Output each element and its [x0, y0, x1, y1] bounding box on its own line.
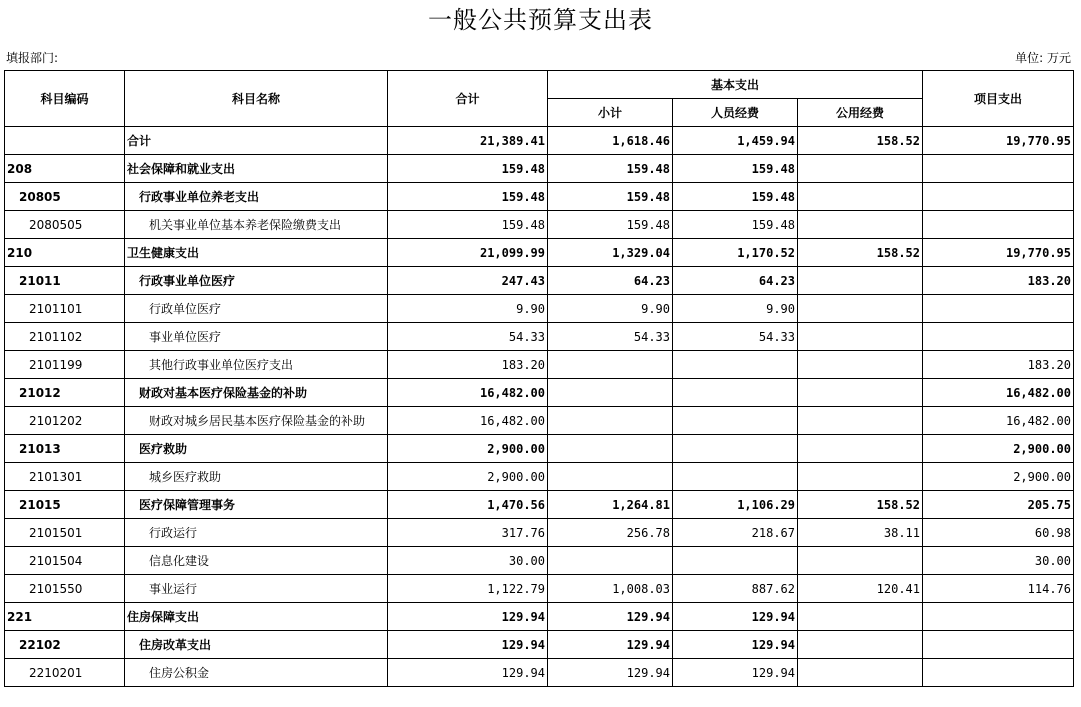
table-row [5, 211, 1074, 239]
table-row [5, 547, 1074, 575]
table-row [5, 463, 1074, 491]
cell-total: 21,389.41 [388, 127, 548, 155]
cell-project [923, 323, 1074, 351]
header-basic: 基本支出 [548, 71, 923, 99]
table-body [5, 127, 1074, 687]
cell-project: 205.75 [923, 491, 1074, 519]
cell-name: 其他行政事业单位医疗支出 [125, 351, 388, 379]
cell-public [798, 155, 923, 183]
cell-code: 2101102 [5, 323, 125, 351]
table-row [5, 295, 1074, 323]
table-row [5, 407, 1074, 435]
table-row [5, 435, 1074, 463]
table-row [5, 267, 1074, 295]
table-row [5, 127, 1074, 155]
cell-total: 159.48 [388, 183, 548, 211]
cell-code: 208 [5, 155, 125, 183]
cell-public [798, 603, 923, 631]
table-row [5, 155, 1074, 183]
cell-total: 1,122.79 [388, 575, 548, 603]
header-project: 项目支出 [923, 71, 1074, 127]
cell-personnel: 1,170.52 [673, 239, 798, 267]
cell-total: 183.20 [388, 351, 548, 379]
cell-public [798, 547, 923, 575]
cell-name: 医疗保障管理事务 [125, 491, 388, 519]
cell-name: 机关事业单位基本养老保险缴费支出 [125, 211, 388, 239]
cell-personnel: 54.33 [673, 323, 798, 351]
cell-subtotal [548, 463, 673, 491]
cell-project: 183.20 [923, 351, 1074, 379]
cell-name: 行政单位医疗 [125, 295, 388, 323]
cell-project: 2,900.00 [923, 463, 1074, 491]
table-row [5, 575, 1074, 603]
cell-personnel: 9.90 [673, 295, 798, 323]
cell-project [923, 295, 1074, 323]
cell-public [798, 183, 923, 211]
cell-public [798, 659, 923, 687]
cell-subtotal: 1,618.46 [548, 127, 673, 155]
cell-public [798, 211, 923, 239]
cell-subtotal: 159.48 [548, 211, 673, 239]
cell-public [798, 323, 923, 351]
cell-subtotal: 129.94 [548, 631, 673, 659]
cell-code: 221 [5, 603, 125, 631]
table-row [5, 239, 1074, 267]
cell-code [5, 127, 125, 155]
unit-label: 单位: 万元 [1015, 51, 1071, 65]
table-row [5, 603, 1074, 631]
reporting-department-label: 填报部门: [6, 51, 59, 65]
cell-code: 2101101 [5, 295, 125, 323]
cell-personnel: 129.94 [673, 659, 798, 687]
cell-name: 住房公积金 [125, 659, 388, 687]
cell-public: 120.41 [798, 575, 923, 603]
cell-total: 129.94 [388, 659, 548, 687]
table-row [5, 491, 1074, 519]
cell-personnel: 64.23 [673, 267, 798, 295]
cell-project: 30.00 [923, 547, 1074, 575]
table-row [5, 183, 1074, 211]
cell-project: 60.98 [923, 519, 1074, 547]
cell-personnel: 159.48 [673, 211, 798, 239]
cell-subtotal: 1,008.03 [548, 575, 673, 603]
cell-total: 129.94 [388, 603, 548, 631]
cell-personnel [673, 351, 798, 379]
table-row [5, 323, 1074, 351]
cell-personnel [673, 407, 798, 435]
cell-code: 21013 [5, 435, 125, 463]
cell-total: 54.33 [388, 323, 548, 351]
cell-code: 21011 [5, 267, 125, 295]
cell-public [798, 631, 923, 659]
cell-total: 129.94 [388, 631, 548, 659]
cell-code: 20805 [5, 183, 125, 211]
cell-public [798, 407, 923, 435]
cell-name: 卫生健康支出 [125, 239, 388, 267]
cell-name: 住房改革支出 [125, 631, 388, 659]
cell-project [923, 183, 1074, 211]
cell-total: 1,470.56 [388, 491, 548, 519]
cell-code: 2101199 [5, 351, 125, 379]
cell-personnel [673, 435, 798, 463]
cell-total: 247.43 [388, 267, 548, 295]
cell-public [798, 463, 923, 491]
cell-name: 行政运行 [125, 519, 388, 547]
cell-total: 159.48 [388, 155, 548, 183]
cell-public: 158.52 [798, 127, 923, 155]
cell-total: 21,099.99 [388, 239, 548, 267]
header-personnel: 人员经费 [673, 99, 798, 127]
cell-subtotal [548, 407, 673, 435]
table-row [5, 659, 1074, 687]
cell-code: 2080505 [5, 211, 125, 239]
cell-code: 2101202 [5, 407, 125, 435]
cell-personnel: 129.94 [673, 631, 798, 659]
cell-public: 38.11 [798, 519, 923, 547]
cell-code: 21015 [5, 491, 125, 519]
cell-subtotal: 129.94 [548, 659, 673, 687]
cell-name: 住房保障支出 [125, 603, 388, 631]
cell-name: 财政对基本医疗保险基金的补助 [125, 379, 388, 407]
cell-personnel: 159.48 [673, 155, 798, 183]
cell-public [798, 295, 923, 323]
cell-name: 行政事业单位医疗 [125, 267, 388, 295]
cell-total: 2,900.00 [388, 463, 548, 491]
table-row [5, 519, 1074, 547]
page-title: 一般公共预算支出表 [428, 6, 653, 34]
cell-total: 9.90 [388, 295, 548, 323]
cell-name: 行政事业单位养老支出 [125, 183, 388, 211]
cell-project [923, 155, 1074, 183]
cell-subtotal [548, 379, 673, 407]
cell-project: 114.76 [923, 575, 1074, 603]
cell-personnel [673, 463, 798, 491]
cell-project: 19,770.95 [923, 239, 1074, 267]
cell-public [798, 379, 923, 407]
cell-name: 合计 [125, 127, 388, 155]
cell-project: 16,482.00 [923, 407, 1074, 435]
cell-total: 16,482.00 [388, 407, 548, 435]
cell-total: 159.48 [388, 211, 548, 239]
cell-subtotal: 256.78 [548, 519, 673, 547]
cell-name: 财政对城乡居民基本医疗保险基金的补助 [125, 407, 388, 435]
cell-name: 医疗救助 [125, 435, 388, 463]
header-name: 科目名称 [125, 71, 388, 127]
cell-personnel: 1,459.94 [673, 127, 798, 155]
header-public: 公用经费 [798, 99, 923, 127]
cell-code: 210 [5, 239, 125, 267]
cell-project [923, 631, 1074, 659]
cell-code: 22102 [5, 631, 125, 659]
cell-subtotal: 9.90 [548, 295, 673, 323]
cell-subtotal [548, 351, 673, 379]
cell-personnel: 129.94 [673, 603, 798, 631]
cell-subtotal: 1,264.81 [548, 491, 673, 519]
cell-personnel: 887.62 [673, 575, 798, 603]
cell-code: 2101301 [5, 463, 125, 491]
cell-personnel [673, 547, 798, 575]
cell-subtotal: 1,329.04 [548, 239, 673, 267]
table-row [5, 631, 1074, 659]
cell-personnel [673, 379, 798, 407]
cell-personnel: 1,106.29 [673, 491, 798, 519]
cell-project: 16,482.00 [923, 379, 1074, 407]
cell-subtotal: 159.48 [548, 155, 673, 183]
cell-total: 16,482.00 [388, 379, 548, 407]
cell-subtotal: 64.23 [548, 267, 673, 295]
cell-public [798, 435, 923, 463]
cell-name: 城乡医疗救助 [125, 463, 388, 491]
cell-subtotal [548, 547, 673, 575]
cell-code: 2101504 [5, 547, 125, 575]
table-row [5, 379, 1074, 407]
cell-code: 2210201 [5, 659, 125, 687]
cell-subtotal: 54.33 [548, 323, 673, 351]
cell-project [923, 659, 1074, 687]
cell-code: 21012 [5, 379, 125, 407]
cell-personnel: 218.67 [673, 519, 798, 547]
cell-code: 2101501 [5, 519, 125, 547]
cell-project: 19,770.95 [923, 127, 1074, 155]
cell-project: 183.20 [923, 267, 1074, 295]
header-subtotal: 小计 [548, 99, 673, 127]
cell-public: 158.52 [798, 491, 923, 519]
cell-name: 事业单位医疗 [125, 323, 388, 351]
cell-total: 317.76 [388, 519, 548, 547]
cell-subtotal: 129.94 [548, 603, 673, 631]
cell-public [798, 267, 923, 295]
cell-project [923, 603, 1074, 631]
cell-public: 158.52 [798, 239, 923, 267]
cell-public [798, 351, 923, 379]
cell-code: 2101550 [5, 575, 125, 603]
cell-project [923, 211, 1074, 239]
header-total: 合计 [388, 71, 548, 127]
table-row [5, 351, 1074, 379]
cell-personnel: 159.48 [673, 183, 798, 211]
header-code: 科目编码 [5, 71, 125, 127]
cell-total: 30.00 [388, 547, 548, 575]
cell-total: 2,900.00 [388, 435, 548, 463]
cell-subtotal [548, 435, 673, 463]
cell-name: 事业运行 [125, 575, 388, 603]
cell-project: 2,900.00 [923, 435, 1074, 463]
cell-name: 社会保障和就业支出 [125, 155, 388, 183]
cell-name: 信息化建设 [125, 547, 388, 575]
cell-subtotal: 159.48 [548, 183, 673, 211]
budget-table [4, 70, 1074, 687]
